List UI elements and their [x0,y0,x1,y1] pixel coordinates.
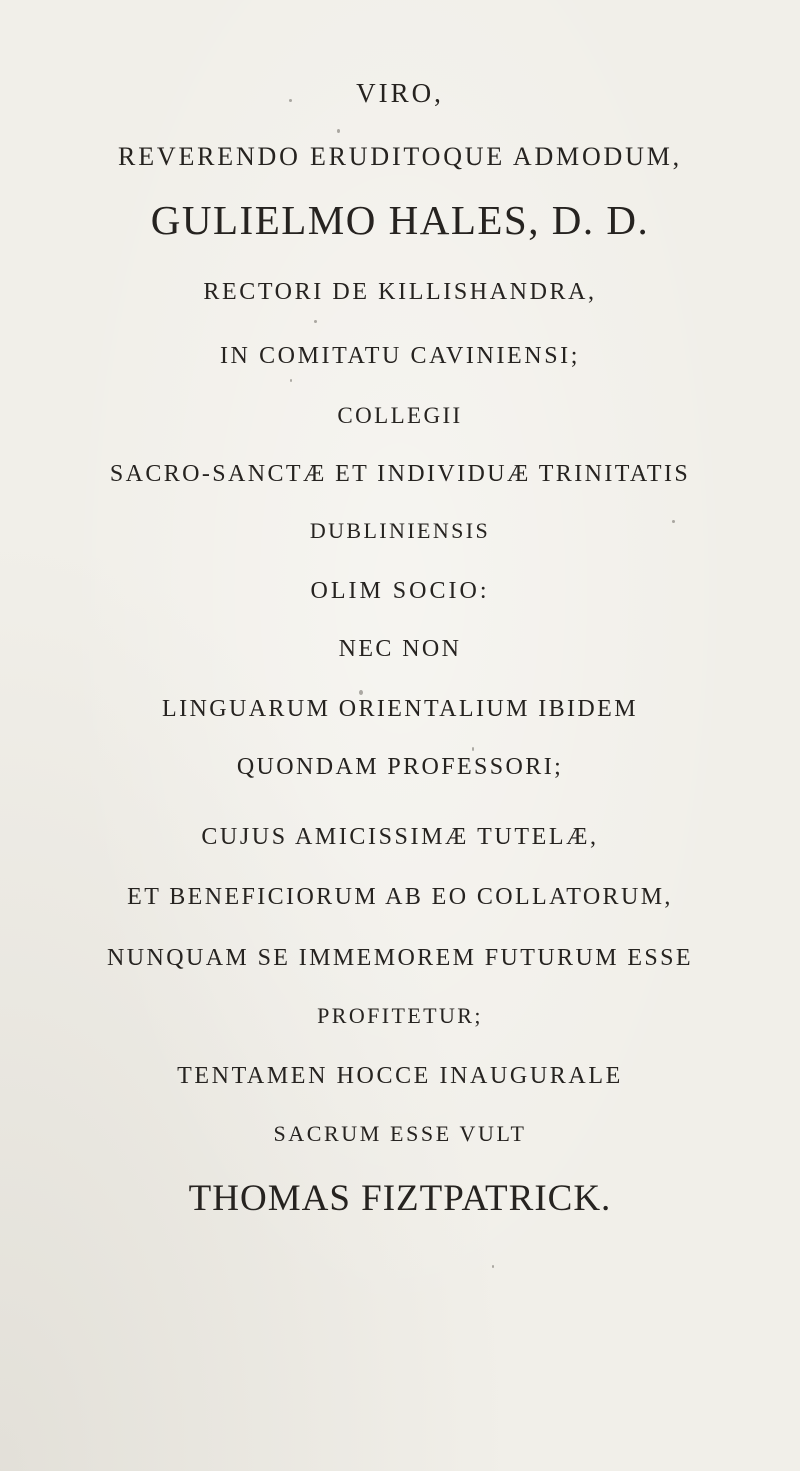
dedication-line-viro: VIRO, [356,78,444,108]
author-name: THOMAS FIZTPATRICK. [188,1178,612,1219]
speck [672,520,675,523]
dedication-line-quondam: QUONDAM PROFESSORI; [236,754,564,780]
speck [290,379,292,382]
speck [492,1265,494,1268]
dedication-line-sacrum: SACRUM ESSE VULT [273,1121,527,1146]
speck [337,129,340,133]
dedication-line-reverendo: REVERENDO ERUDITOQUE ADMODUM, [118,142,682,171]
dedication-line-tentamen: TENTAMEN HOCCE INAUGURALE [177,1063,623,1089]
dedication-line-comitatu: IN COMITATU CAVINIENSI; [219,343,581,369]
speck [289,99,292,102]
dedication-line-nec-non: NEC NON [338,636,462,662]
dedication-line-dubliniensis: DUBLINIENSIS [309,518,491,543]
dedication-line-linguarum: LINGUARUM ORIENTALIUM IBIDEM [162,696,638,722]
dedication-line-nunquam: NUNQUAM SE IMMEMOREM FUTURUM ESSE [107,945,693,971]
dedication-line-cujus: CUJUS AMICISSIMÆ TUTELÆ, [201,824,599,850]
speck [314,320,317,323]
dedication-line-trinitatis: SACRO-SANCTÆ ET INDIVIDUÆ TRINITATIS [109,461,691,487]
dedication-line-olim-socio: OLIM SOCIO: [310,578,490,604]
dedication-line-beneficiorum: ET BENEFICIORUM AB EO COLLATORUM, [127,884,673,910]
dedication-line-collegii: COLLEGII [337,403,463,428]
speck [472,747,474,751]
dedication-line-profitetur: PROFITETUR; [317,1003,483,1028]
dedicatee-name: GULIELMO HALES, D. D. [150,197,650,243]
speck [359,690,363,695]
dedication-line-rectori: RECTORI DE KILLISHANDRA, [203,279,597,305]
